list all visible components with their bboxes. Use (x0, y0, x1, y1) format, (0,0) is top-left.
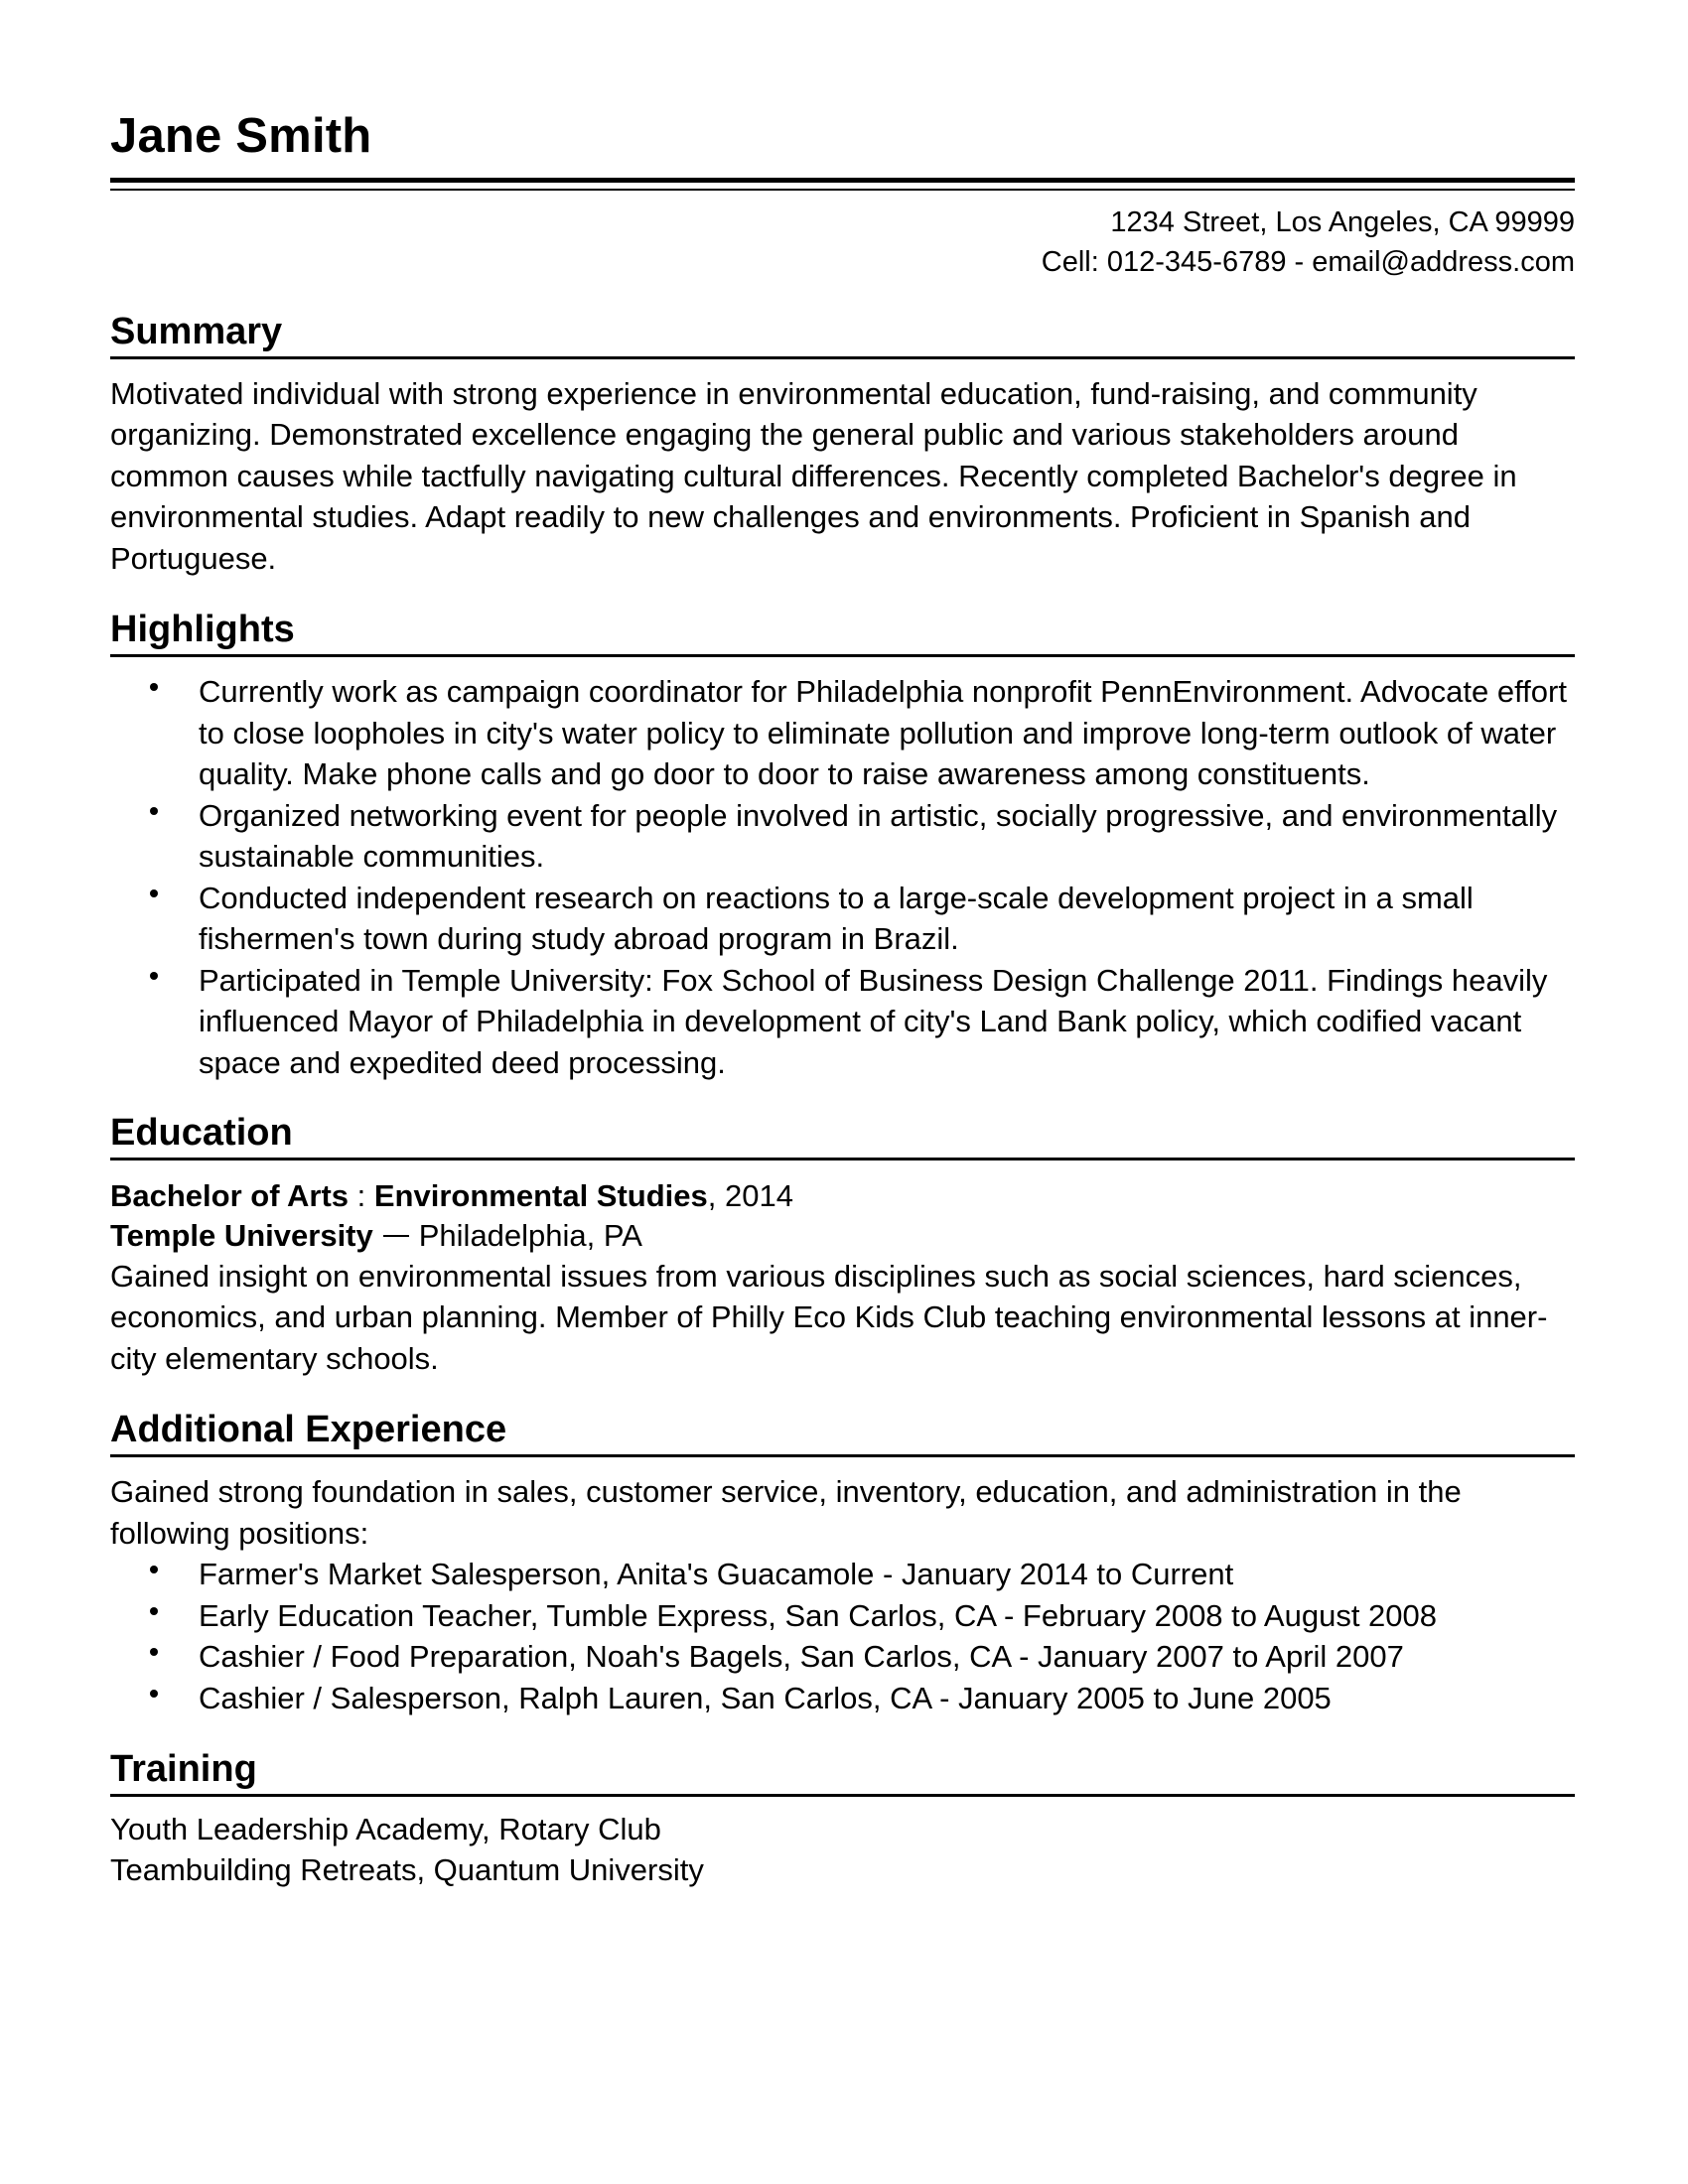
bullet-icon (150, 807, 158, 815)
phone-email-line: Cell: 012-345-6789 - email@address.com (1041, 246, 1575, 278)
list-item: Cashier / Food Preparation, Noah's Bagels, San Carlos, CA - January 2007 to April 2007 (110, 1636, 1575, 1678)
education-description: Gained insight on environmental issues from various disciplines such as social sciences, hard sciences, economics, and urban planning. Member of Philly Eco Kids Club teaching environmental lessons at inner-city elementary schools. (110, 1258, 1548, 1376)
degree-line (110, 1176, 1575, 1216)
summary-heading: Summary (110, 312, 1575, 359)
highlights-section (110, 610, 1575, 1083)
training-list (110, 1809, 1575, 1890)
training-section (110, 1749, 1575, 1890)
list-item: Currently work as campaign coordinator for Philadelphia nonprofit PennEnvironment. Advocate effort to close loopholes in city's water policy to eliminate pollution and improve long-term outlook of water quality. Make phone calls and go door to door to raise awareness among constituents. (110, 671, 1575, 795)
highlights-heading: Highlights (110, 610, 1575, 657)
summary-text: Motivated individual with strong experience in environmental education, fund-raising, and community organizing. Demonstrated excellence engaging the general public and various stakeholders around common causes while tactfully navigating cultural differences. Recently completed Bachelor's degree in environmental studies. Adapt readily to new challenges and environments. Proficient in Spanish and Portuguese. (110, 375, 1517, 576)
bullet-icon (150, 889, 158, 897)
list-item: Cashier / Salesperson, Ralph Lauren, San Carlos, CA - January 2005 to June 2005 (110, 1678, 1575, 1719)
training-heading: Training (110, 1749, 1575, 1797)
bullet-icon (150, 1648, 158, 1656)
degree: Bachelor of Arts (110, 1177, 350, 1213)
school-location: Philadelphia, PA (418, 1217, 642, 1253)
additional-experience-heading: Additional Experience (110, 1410, 1575, 1457)
summary-section (110, 312, 1575, 579)
bullet-icon (150, 1690, 158, 1698)
training-item: Teambuilding Retreats, Quantum University (110, 1851, 704, 1887)
training-item: Youth Leadership Academy, Rotary Club (110, 1811, 661, 1846)
degree-separator: : (349, 1177, 374, 1213)
contact-block (110, 203, 1575, 282)
name-divider (110, 178, 1575, 191)
positions-list (110, 1554, 1575, 1718)
bullet-icon (150, 683, 158, 691)
additional-experience-section (110, 1410, 1575, 1718)
candidate-name: Jane Smith (110, 109, 372, 163)
list-item: Farmer's Market Salesperson, Anita's Guacamole - January 2014 to Current (110, 1554, 1575, 1595)
additional-experience-intro: Gained strong foundation in sales, customer service, inventory, education, and administration in the following positions: (110, 1474, 1462, 1551)
list-item: Organized networking event for people involved in artistic, socially progressive, and environmentally sustainable communities. (110, 795, 1575, 878)
major: Environmental Studies (373, 1177, 708, 1213)
list-item: Early Education Teacher, Tumble Express, San Carlos, CA - February 2008 to August 2008 (110, 1595, 1575, 1637)
bullet-icon (150, 1607, 158, 1615)
school-name: Temple University (110, 1217, 373, 1253)
address-line: 1234 Street, Los Angeles, CA 99999 (1110, 206, 1575, 238)
list-item: Participated in Temple University: Fox School of Business Design Challenge 2011. Findings heavily influenced Mayor of Philadelphia in development of city's Land Bank policy, which codified vacant space and expedited deed processing. (110, 960, 1575, 1084)
dash-separator (383, 1235, 409, 1237)
highlights-list (110, 671, 1575, 1083)
school-line (110, 1216, 1575, 1256)
list-item: Conducted independent research on reactions to a large-scale development project in a small fishermen's town during study abroad program in Brazil. (110, 878, 1575, 960)
education-heading: Education (110, 1113, 1575, 1160)
graduation-year: , 2014 (707, 1177, 793, 1213)
education-section (110, 1113, 1575, 1379)
bullet-icon (150, 1566, 158, 1573)
bullet-icon (150, 972, 158, 980)
